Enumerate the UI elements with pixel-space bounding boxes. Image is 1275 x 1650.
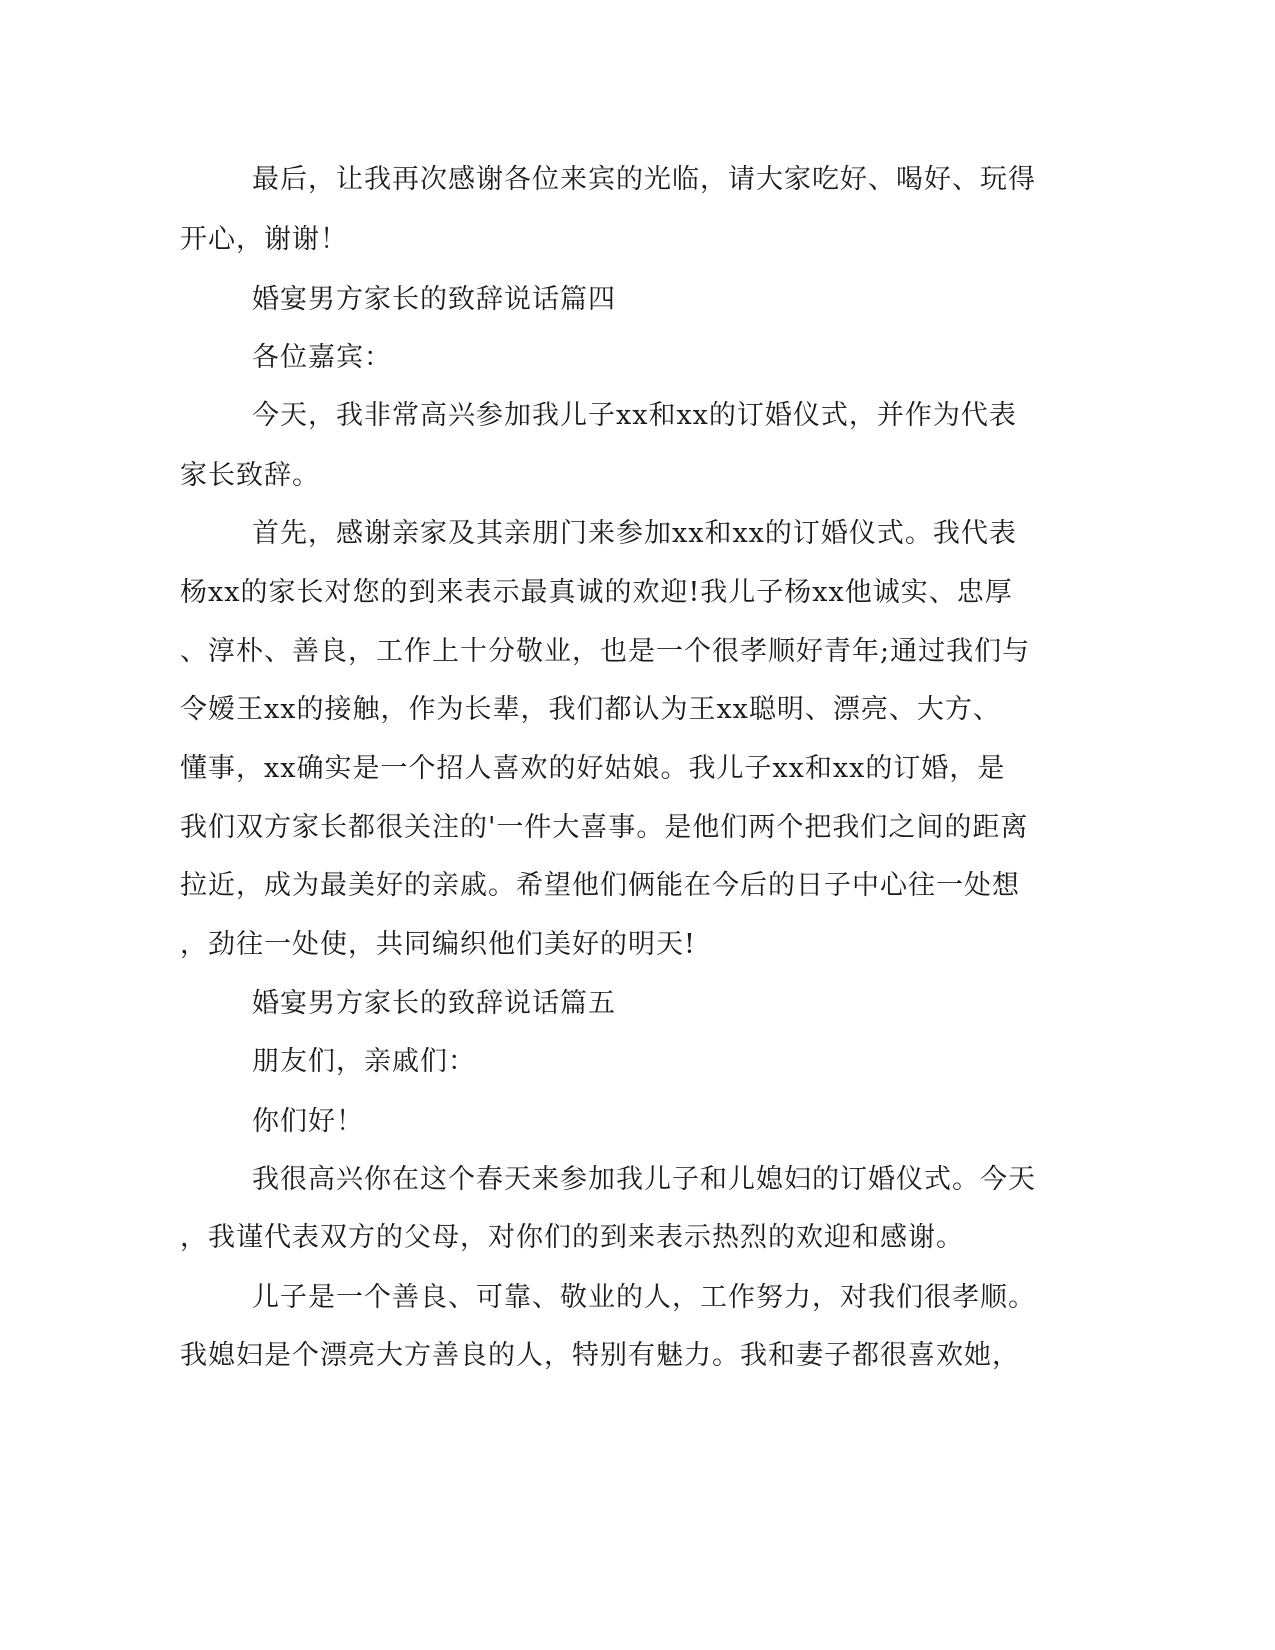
paragraph-line: ，我谨代表双方的父母，对你们的到来表示热烈的欢迎和感谢。 [180,1222,964,1253]
greeting: 你们好！ [252,1106,364,1137]
section-heading: 婚宴男方家长的致辞说话篇四 [252,284,616,315]
salutation: 朋友们，亲戚们： [252,1046,476,1077]
paragraph-line: 懂事，xx确实是一个招人喜欢的好姑娘。我儿子xx和xx的订婚，是 [180,753,1006,784]
paragraph-line: 杨xx的家长对您的到来表示最真诚的欢迎!我儿子杨xx他诚实、忠厚 [180,577,1013,608]
paragraph-line: 拉近，成为最美好的亲戚。希望他们俩能在今后的日子中心往一处想 [180,870,1020,901]
paragraph-line: 我媳妇是个漂亮大方善良的人，特别有魅力。我和妻子都很喜欢她， [180,1340,1020,1371]
paragraph-line: 最后，让我再次感谢各位来宾的光临，请大家吃好、喝好、玩得 [252,164,1036,195]
paragraph-line: 我很高兴你在这个春天来参加我儿子和儿媳妇的订婚仪式。今天 [252,1164,1036,1195]
paragraph-line: 首先，感谢亲家及其亲朋门来参加xx和xx的订婚仪式。我代表 [252,518,1017,549]
paragraph-line: 家长致辞。 [180,460,320,491]
paragraph-line: 开心，谢谢！ [180,224,348,255]
paragraph-line: 儿子是一个善良、可靠、敬业的人，工作努力，对我们很孝顺。 [252,1282,1036,1313]
paragraph-line: 、淳朴、善良，工作上十分敬业，也是一个很孝顺好青年;通过我们与 [180,636,1031,667]
salutation: 各位嘉宾： [252,342,392,373]
paragraph-line: 令嫒王xx的接触，作为长辈，我们都认为王xx聪明、漂亮、大方、 [180,694,1001,725]
paragraph-line: ，劲往一处使，共同编织他们美好的明天! [180,929,696,960]
paragraph-line: 今天，我非常高兴参加我儿子xx和xx的订婚仪式，并作为代表 [252,400,1017,431]
section-heading: 婚宴男方家长的致辞说话篇五 [252,988,616,1019]
paragraph-line: 我们双方家长都很关注的'一件大喜事。是他们两个把我们之间的距离 [180,812,1029,843]
